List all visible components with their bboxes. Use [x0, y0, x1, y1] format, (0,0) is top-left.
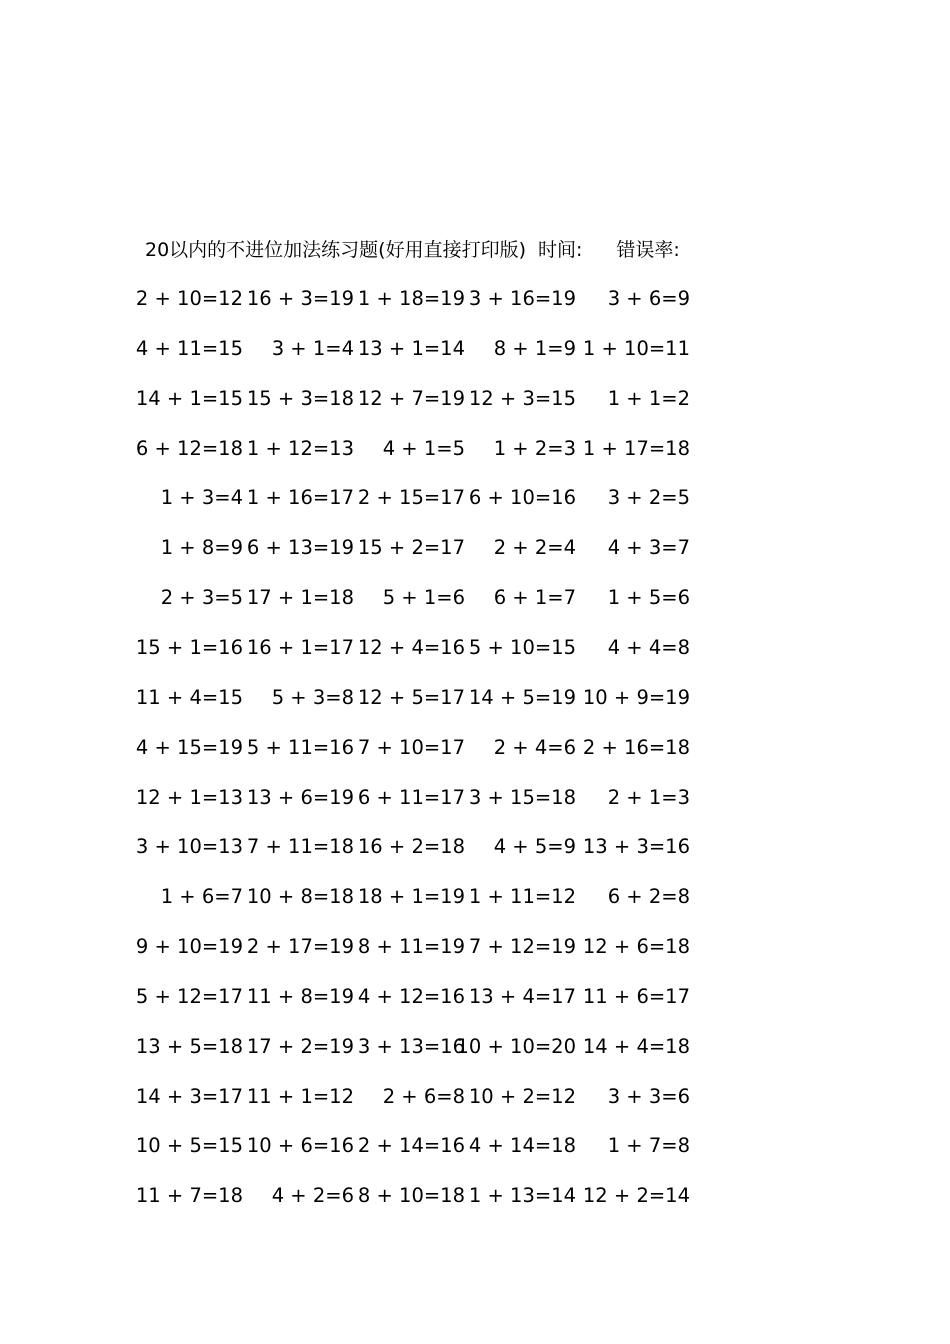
problem-row — [0, 1131, 950, 1161]
addition-problem: 11 + 1=12 — [246, 1084, 354, 1108]
problem-row — [0, 434, 950, 464]
addition-problem: 2 + 10=12 — [135, 287, 243, 310]
addition-problem: 2 + 16=18 — [582, 735, 690, 759]
addition-problem: 17 + 2=19 — [246, 1034, 354, 1058]
problem-row — [0, 533, 950, 563]
addition-problem: 13 + 1=14 — [357, 336, 465, 360]
problem-row — [0, 334, 950, 364]
addition-problem: 1 + 7=8 — [607, 1134, 690, 1158]
problem-row — [0, 783, 950, 813]
addition-problem: 1 + 18=19 — [357, 287, 465, 310]
addition-problem: 12 + 6=18 — [582, 935, 690, 959]
addition-problem: 13 + 4=17 — [468, 984, 576, 1008]
addition-problem: 11 + 4=15 — [135, 685, 243, 709]
addition-problem: 1 + 1=2 — [607, 386, 690, 410]
addition-problem: 4 + 14=18 — [468, 1134, 576, 1158]
addition-problem: 3 + 16=19 — [468, 287, 576, 310]
addition-problem: 17 + 1=18 — [246, 586, 354, 610]
addition-problem: 8 + 1=9 — [493, 336, 576, 360]
problem-row — [0, 832, 950, 862]
addition-problem: 1 + 13=14 — [468, 1184, 576, 1208]
problem-row — [0, 483, 950, 513]
addition-problem: 1 + 16=17 — [246, 486, 354, 510]
addition-problem: 16 + 3=19 — [246, 287, 354, 310]
problem-row — [0, 384, 950, 414]
addition-problem: 8 + 11=19 — [357, 935, 465, 959]
addition-problem: 2 + 1=3 — [607, 785, 690, 809]
addition-problem: 9 + 10=19 — [135, 935, 243, 959]
problem-row — [0, 683, 950, 713]
addition-problem: 4 + 12=16 — [357, 984, 465, 1008]
addition-problem: 12 + 4=16 — [357, 635, 465, 659]
problem-row — [0, 733, 950, 763]
addition-problem: 3 + 2=5 — [607, 486, 690, 510]
worksheet-title: 20以内的不进位加法练习题(好用直接打印版) — [145, 239, 527, 261]
addition-problem: 11 + 8=19 — [246, 984, 354, 1008]
addition-problem: 1 + 3=4 — [160, 486, 243, 510]
problem-row — [0, 882, 950, 912]
addition-problem: 7 + 10=17 — [357, 735, 465, 759]
addition-problem: 5 + 11=16 — [246, 735, 354, 759]
addition-problem: 6 + 11=17 — [357, 785, 465, 809]
problem-row — [0, 1082, 950, 1112]
addition-problem: 14 + 5=19 — [468, 685, 576, 709]
addition-problem: 14 + 1=15 — [135, 386, 243, 410]
addition-problem: 2 + 3=5 — [160, 586, 243, 610]
addition-problem: 12 + 7=19 — [357, 386, 465, 410]
addition-problem: 2 + 6=8 — [382, 1084, 465, 1108]
addition-problem: 10 + 8=18 — [246, 885, 354, 909]
addition-problem: 1 + 2=3 — [493, 436, 576, 460]
addition-problem: 3 + 1=4 — [271, 336, 354, 360]
addition-problem: 6 + 2=8 — [607, 885, 690, 909]
addition-problem: 6 + 1=7 — [493, 586, 576, 610]
problem-row — [0, 1032, 950, 1062]
time-label: 时间: — [538, 239, 583, 261]
addition-problem: 10 + 5=15 — [135, 1134, 243, 1158]
addition-problem: 12 + 3=15 — [468, 386, 576, 410]
addition-problem: 1 + 5=6 — [607, 586, 690, 610]
addition-problem: 2 + 15=17 — [357, 486, 465, 510]
addition-problem: 14 + 4=18 — [582, 1034, 690, 1058]
addition-problem: 5 + 12=17 — [135, 984, 243, 1008]
problem-row — [0, 932, 950, 962]
addition-problem: 7 + 11=18 — [246, 835, 354, 859]
addition-problem: 12 + 2=14 — [582, 1184, 690, 1208]
addition-problem: 13 + 3=16 — [582, 835, 690, 859]
addition-problem: 4 + 4=8 — [607, 635, 690, 659]
addition-problem: 1 + 17=18 — [582, 436, 690, 460]
problem-row — [0, 982, 950, 1012]
problem-row — [0, 633, 950, 663]
addition-problem: 1 + 6=7 — [160, 885, 243, 909]
addition-problem: 4 + 5=9 — [493, 835, 576, 859]
addition-problem: 4 + 3=7 — [607, 536, 690, 560]
addition-problem: 5 + 1=6 — [382, 586, 465, 610]
addition-problem: 15 + 3=18 — [246, 386, 354, 410]
addition-problem: 1 + 8=9 — [160, 536, 243, 560]
addition-problem: 4 + 1=5 — [382, 436, 465, 460]
addition-problem: 2 + 2=4 — [493, 536, 576, 560]
addition-problem: 11 + 7=18 — [135, 1184, 243, 1208]
addition-problem: 6 + 10=16 — [468, 486, 576, 510]
addition-problem: 2 + 17=19 — [246, 935, 354, 959]
addition-problem: 10 + 6=16 — [246, 1134, 354, 1158]
addition-problem: 13 + 6=19 — [246, 785, 354, 809]
addition-problem: 5 + 10=15 — [468, 635, 576, 659]
addition-problem: 10 + 10=20 — [456, 1034, 576, 1058]
addition-problem: 10 + 2=12 — [468, 1084, 576, 1108]
addition-problem: 14 + 3=17 — [135, 1084, 243, 1108]
problem-row — [0, 583, 950, 613]
error-rate-label: 错误率: — [616, 239, 680, 261]
addition-problem: 3 + 13=16 — [357, 1034, 465, 1058]
addition-problem: 2 + 14=16 — [357, 1134, 465, 1158]
addition-problem: 12 + 1=13 — [135, 785, 243, 809]
addition-problem: 3 + 15=18 — [468, 785, 576, 809]
addition-problem: 13 + 5=18 — [135, 1034, 243, 1058]
addition-problem: 6 + 13=19 — [246, 536, 354, 560]
addition-problem: 11 + 6=17 — [582, 984, 690, 1008]
addition-problem: 1 + 11=12 — [468, 885, 576, 909]
addition-problem: 15 + 1=16 — [135, 635, 243, 659]
addition-problem: 3 + 3=6 — [607, 1084, 690, 1108]
addition-problem: 18 + 1=19 — [357, 885, 465, 909]
problem-row — [0, 1181, 950, 1211]
addition-problem: 1 + 10=11 — [582, 336, 690, 360]
addition-problem: 6 + 12=18 — [135, 436, 243, 460]
addition-problem: 7 + 12=19 — [468, 935, 576, 959]
addition-problem: 2 + 4=6 — [493, 735, 576, 759]
addition-problem: 3 + 10=13 — [135, 835, 243, 859]
addition-problem: 12 + 5=17 — [357, 685, 465, 709]
addition-problem: 4 + 2=6 — [271, 1184, 354, 1208]
problem-row — [0, 284, 950, 314]
addition-problem: 1 + 12=13 — [246, 436, 354, 460]
addition-problem: 4 + 11=15 — [135, 336, 243, 360]
addition-problem: 10 + 9=19 — [582, 685, 690, 709]
addition-problem: 16 + 2=18 — [357, 835, 465, 859]
addition-problem: 5 + 3=8 — [271, 685, 354, 709]
addition-problem: 16 + 1=17 — [246, 635, 354, 659]
addition-problem: 8 + 10=18 — [357, 1184, 465, 1208]
addition-problem: 4 + 15=19 — [135, 735, 243, 759]
addition-problem: 15 + 2=17 — [357, 536, 465, 560]
addition-problem: 3 + 6=9 — [607, 287, 690, 310]
